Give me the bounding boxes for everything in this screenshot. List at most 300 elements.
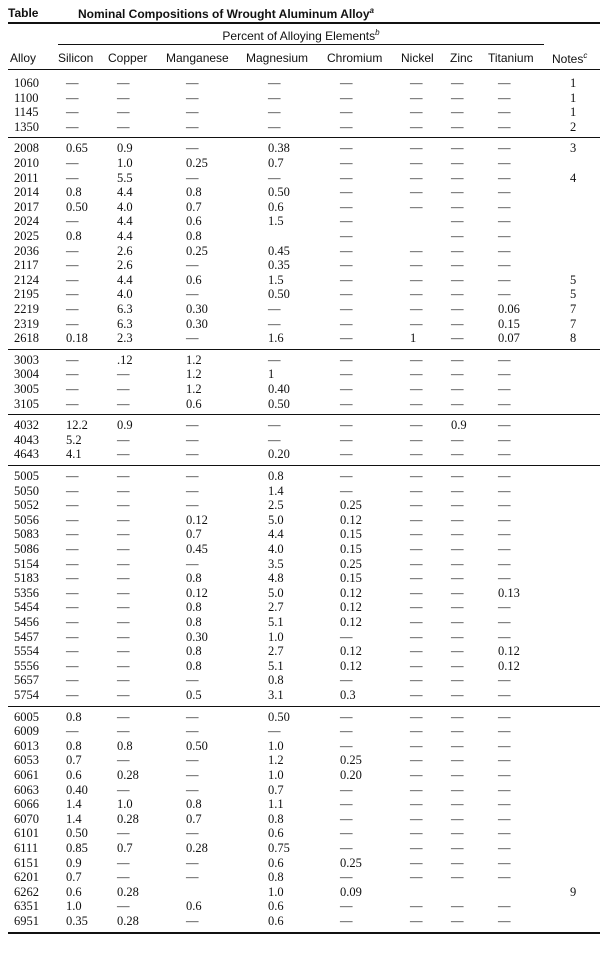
cell-titanium: —	[498, 287, 511, 302]
cell-alloy: 5454	[14, 600, 39, 615]
cell-silicon: 0.50	[66, 199, 88, 214]
cell-chromium: —	[340, 841, 353, 855]
cell-chromium: 0.12	[340, 615, 362, 629]
cell-nickel: —	[410, 709, 423, 724]
cell-alloy: 4032	[14, 418, 39, 433]
cell-alloy: 5052	[14, 498, 39, 513]
column-header-manganese: Manganese	[166, 51, 229, 65]
cell-silicon: —	[66, 658, 79, 673]
table-row	[0, 156, 608, 171]
cell-nickel: —	[410, 826, 423, 841]
cell-nickel: —	[410, 811, 423, 826]
cell-notes: 5	[570, 287, 577, 302]
cell-copper: —	[117, 119, 130, 134]
cell-magnesium: 1.0	[268, 768, 284, 782]
cell-copper: 0.28	[117, 884, 139, 899]
cell-titanium: —	[498, 615, 511, 629]
table-row	[0, 841, 608, 856]
cell-chromium: —	[340, 105, 353, 120]
cell-zinc: —	[451, 199, 464, 214]
cell-alloy: 5154	[14, 556, 39, 571]
cell-zinc: —	[451, 899, 464, 914]
cell-copper: —	[117, 432, 130, 447]
cell-alloy: 3105	[14, 396, 39, 411]
cell-chromium: —	[340, 811, 353, 826]
table-row	[0, 856, 608, 871]
cell-zinc: —	[451, 469, 464, 483]
table-row	[0, 171, 608, 186]
cell-copper: 4.4	[117, 229, 133, 243]
cell-zinc: —	[451, 753, 464, 768]
cell-chromium: —	[340, 914, 353, 928]
cell-alloy: 6053	[14, 753, 39, 768]
column-header-notes-superscript: c	[583, 51, 588, 60]
cell-alloy: 6009	[14, 724, 39, 739]
cell-titanium: —	[498, 76, 511, 90]
cell-nickel: —	[410, 855, 423, 870]
cell-chromium: —	[340, 738, 353, 753]
cell-manganese: 0.50	[186, 738, 208, 753]
table-row	[0, 141, 608, 156]
cell-magnesium: 0.6	[268, 826, 284, 841]
cell-alloy: 6951	[14, 914, 39, 928]
cell-magnesium: 2.7	[268, 644, 284, 659]
cell-silicon: —	[66, 644, 79, 659]
cell-manganese: —	[186, 498, 199, 513]
cell-copper: —	[117, 644, 130, 659]
cell-chromium: —	[340, 352, 353, 367]
cell-zinc: —	[451, 156, 464, 170]
cell-alloy: 1350	[14, 119, 39, 134]
cell-copper: —	[117, 447, 130, 462]
table-row	[0, 914, 608, 929]
cell-zinc: —	[451, 571, 464, 586]
table-row	[0, 812, 608, 827]
cell-magnesium: 0.50	[268, 709, 290, 724]
cell-silicon: 0.8	[66, 185, 82, 200]
cell-chromium: —	[340, 199, 353, 214]
cell-silicon: —	[66, 316, 79, 331]
cell-titanium: —	[498, 914, 511, 928]
cell-nickel: —	[410, 753, 423, 768]
cell-silicon: 0.6	[66, 768, 82, 782]
cell-nickel: —	[410, 527, 423, 542]
cell-chromium: 0.15	[340, 527, 362, 542]
cell-magnesium: 1.5	[268, 214, 284, 229]
cell-chromium: —	[340, 316, 353, 331]
cell-titanium: 0.12	[498, 644, 520, 659]
cell-zinc: —	[451, 170, 464, 185]
cell-titanium: —	[498, 512, 511, 527]
cell-notes: 5	[570, 272, 577, 287]
cell-titanium: —	[498, 899, 511, 914]
cell-chromium: 0.12	[340, 600, 362, 615]
table-row	[0, 586, 608, 601]
cell-titanium: —	[498, 156, 511, 170]
table-row	[0, 826, 608, 841]
cell-magnesium: 3.1	[268, 688, 284, 702]
cell-chromium: —	[340, 382, 353, 396]
cell-chromium: —	[340, 90, 353, 105]
cell-chromium: —	[340, 302, 353, 316]
cell-titanium: —	[498, 673, 511, 688]
cell-titanium: —	[498, 870, 511, 885]
table-row	[0, 185, 608, 200]
table-row	[0, 659, 608, 674]
table-title-text: Nominal Compositions of Wrought Aluminum Alloy	[78, 7, 370, 21]
cell-manganese: 0.8	[186, 658, 202, 673]
cell-chromium: 0.25	[340, 855, 362, 870]
table-row	[0, 542, 608, 557]
cell-silicon: 0.8	[66, 229, 82, 243]
cell-titanium: 0.13	[498, 585, 520, 600]
cell-nickel: —	[410, 447, 423, 462]
cell-magnesium: 2.5	[268, 498, 284, 513]
table-row	[0, 615, 608, 630]
cell-magnesium: 3.5	[268, 556, 284, 571]
cell-zinc: —	[451, 287, 464, 302]
cell-nickel: —	[410, 512, 423, 527]
cell-zinc: —	[451, 527, 464, 542]
cell-titanium: 0.06	[498, 302, 520, 316]
cell-copper: 4.4	[117, 214, 133, 229]
cell-silicon: —	[66, 629, 79, 644]
cell-chromium: 0.25	[340, 556, 362, 571]
cell-titanium: —	[498, 258, 511, 273]
cell-silicon: —	[66, 258, 79, 273]
cell-nickel: —	[410, 914, 423, 928]
cell-copper: 2.6	[117, 258, 133, 273]
table-row	[0, 120, 608, 135]
cell-alloy: 3005	[14, 382, 39, 396]
cell-manganese: 0.30	[186, 316, 208, 331]
cell-notes: 8	[570, 331, 577, 346]
cell-silicon: 0.7	[66, 753, 82, 768]
cell-alloy: 2024	[14, 214, 39, 229]
cell-chromium: 0.12	[340, 644, 362, 659]
cell-alloy: 6005	[14, 709, 39, 724]
cell-nickel: —	[410, 76, 423, 90]
cell-magnesium: 0.6	[268, 855, 284, 870]
cell-chromium: —	[340, 396, 353, 411]
cell-manganese: 0.12	[186, 512, 208, 527]
cell-nickel: —	[410, 498, 423, 513]
cell-silicon: 0.18	[66, 331, 88, 346]
cell-chromium: —	[340, 119, 353, 134]
cell-manganese: —	[186, 709, 199, 724]
cell-alloy: 2036	[14, 243, 39, 258]
cell-zinc: —	[451, 119, 464, 134]
cell-silicon: —	[66, 542, 79, 556]
cell-chromium: 0.20	[340, 768, 362, 782]
cell-magnesium: 1.2	[268, 753, 284, 768]
cell-nickel: —	[410, 768, 423, 782]
cell-zinc: —	[451, 432, 464, 447]
table-row	[0, 498, 608, 513]
cell-silicon: —	[66, 688, 79, 702]
table-row	[0, 258, 608, 273]
cell-nickel: —	[410, 469, 423, 483]
cell-zinc: —	[451, 811, 464, 826]
cell-manganese: 0.7	[186, 527, 202, 542]
cell-magnesium: 0.8	[268, 469, 284, 483]
cell-alloy: 6111	[14, 841, 39, 855]
cell-magnesium: 0.75	[268, 841, 290, 855]
cell-manganese: 1.2	[186, 352, 202, 367]
cell-silicon: 0.9	[66, 855, 82, 870]
cell-zinc: —	[451, 316, 464, 331]
cell-copper: —	[117, 90, 130, 105]
cell-alloy: 2010	[14, 156, 39, 170]
cell-zinc: —	[451, 382, 464, 396]
cell-magnesium: 1.1	[268, 797, 284, 812]
group-heading-superscript: b	[375, 28, 380, 37]
cell-magnesium: 0.6	[268, 199, 284, 214]
cell-silicon: —	[66, 469, 79, 483]
cell-manganese: 0.30	[186, 629, 208, 644]
cell-titanium: —	[498, 600, 511, 615]
cell-zinc: —	[451, 826, 464, 841]
cell-chromium: 0.3	[340, 688, 356, 702]
cell-magnesium: 0.38	[268, 141, 290, 156]
table-row	[0, 302, 608, 317]
cell-copper: 6.3	[117, 302, 133, 316]
column-header-copper: Copper	[108, 51, 148, 65]
cell-chromium: —	[340, 229, 353, 243]
cell-alloy: 5183	[14, 571, 39, 586]
cell-nickel: —	[410, 542, 423, 556]
cell-chromium: —	[340, 629, 353, 644]
column-header-titanium: Titanium	[488, 51, 534, 65]
cell-chromium: 0.25	[340, 498, 362, 513]
column-header-silicon: Silicon	[58, 51, 94, 65]
table-row	[0, 571, 608, 586]
cell-copper: —	[117, 469, 130, 483]
table-row	[0, 76, 608, 91]
cell-silicon: 0.50	[66, 826, 88, 841]
table-row	[0, 673, 608, 688]
table-row	[0, 688, 608, 703]
cell-alloy: 2008	[14, 141, 39, 156]
cell-nickel: —	[410, 899, 423, 914]
cell-alloy: 6061	[14, 768, 39, 782]
cell-manganese: 0.6	[186, 272, 202, 287]
cell-nickel: —	[410, 483, 423, 498]
cell-silicon: —	[66, 214, 79, 229]
cell-chromium: —	[340, 709, 353, 724]
cell-silicon: —	[66, 170, 79, 185]
cell-copper: —	[117, 870, 130, 885]
cell-chromium: —	[340, 724, 353, 739]
cell-silicon: —	[66, 352, 79, 367]
cell-copper: —	[117, 367, 130, 382]
table-row	[0, 91, 608, 106]
cell-alloy: 5083	[14, 527, 39, 542]
group-divider	[8, 137, 600, 138]
cell-copper: 1.0	[117, 797, 133, 812]
cell-magnesium: 5.0	[268, 585, 284, 600]
cell-magnesium: 0.45	[268, 243, 290, 258]
cell-copper: —	[117, 615, 130, 629]
cell-alloy: 1100	[14, 90, 39, 105]
cell-copper: —	[117, 396, 130, 411]
cell-titanium: —	[498, 826, 511, 841]
cell-copper: 4.0	[117, 287, 133, 302]
cell-copper: —	[117, 498, 130, 513]
cell-silicon: 0.8	[66, 709, 82, 724]
cell-manganese: —	[186, 418, 199, 433]
cell-nickel: —	[410, 432, 423, 447]
cell-nickel: —	[410, 418, 423, 433]
cell-alloy: 2117	[14, 258, 39, 273]
table-row	[0, 331, 608, 346]
cell-copper: —	[117, 571, 130, 586]
cell-manganese: —	[186, 287, 199, 302]
cell-zinc: —	[451, 870, 464, 885]
cell-nickel: —	[410, 316, 423, 331]
table-row	[0, 353, 608, 368]
table-row	[0, 244, 608, 259]
cell-titanium: —	[498, 469, 511, 483]
cell-nickel: —	[410, 258, 423, 273]
cell-magnesium: —	[268, 302, 281, 316]
cell-alloy: 2011	[14, 170, 39, 185]
cell-silicon: —	[66, 90, 79, 105]
cell-zinc: —	[451, 498, 464, 513]
cell-alloy: 2618	[14, 331, 39, 346]
cell-nickel: —	[410, 585, 423, 600]
cell-manganese: 0.12	[186, 585, 208, 600]
cell-silicon: 1.4	[66, 797, 82, 812]
cell-copper: 0.28	[117, 914, 139, 928]
table-label: Table	[8, 6, 39, 20]
cell-copper: —	[117, 688, 130, 702]
cell-nickel: —	[410, 571, 423, 586]
cell-silicon: 0.7	[66, 870, 82, 885]
top-rule	[8, 22, 600, 24]
cell-copper: —	[117, 527, 130, 542]
cell-nickel: —	[410, 272, 423, 287]
cell-chromium: 0.09	[340, 884, 362, 899]
group-divider	[8, 349, 600, 350]
cell-manganese: —	[186, 119, 199, 134]
cell-titanium: —	[498, 418, 511, 433]
cell-titanium: —	[498, 768, 511, 782]
cell-silicon: 4.1	[66, 447, 82, 462]
cell-manganese: 0.28	[186, 841, 208, 855]
cell-magnesium: —	[268, 119, 281, 134]
cell-alloy: 5356	[14, 585, 39, 600]
cell-titanium: —	[498, 688, 511, 702]
cell-titanium: —	[498, 352, 511, 367]
cell-manganese: —	[186, 483, 199, 498]
cell-titanium: —	[498, 797, 511, 812]
cell-magnesium: —	[268, 170, 281, 185]
cell-chromium: —	[340, 870, 353, 885]
cell-zinc: —	[451, 447, 464, 462]
cell-manganese: —	[186, 90, 199, 105]
cell-zinc: —	[451, 396, 464, 411]
cell-magnesium: 5.0	[268, 512, 284, 527]
cell-chromium: —	[340, 76, 353, 90]
cell-nickel: —	[410, 797, 423, 812]
cell-alloy: 2124	[14, 272, 39, 287]
table-row	[0, 644, 608, 659]
table-row	[0, 870, 608, 885]
cell-silicon: —	[66, 673, 79, 688]
table-row	[0, 557, 608, 572]
cell-zinc: —	[451, 724, 464, 739]
cell-copper: 4.4	[117, 272, 133, 287]
cell-chromium: —	[340, 797, 353, 812]
cell-chromium: —	[340, 141, 353, 156]
table-row	[0, 753, 608, 768]
cell-zinc: —	[451, 585, 464, 600]
cell-nickel: —	[410, 105, 423, 120]
table-row	[0, 447, 608, 462]
cell-magnesium: 4.4	[268, 527, 284, 542]
bottom-rule	[8, 932, 600, 934]
cell-manganese: 1.2	[186, 382, 202, 396]
cell-chromium: 0.12	[340, 585, 362, 600]
cell-magnesium: 5.1	[268, 658, 284, 673]
cell-zinc: —	[451, 841, 464, 855]
cell-magnesium: 0.50	[268, 185, 290, 200]
table-row	[0, 899, 608, 914]
cell-silicon: 0.65	[66, 141, 88, 156]
cell-silicon: —	[66, 367, 79, 382]
cell-titanium: —	[498, 170, 511, 185]
cell-nickel: —	[410, 185, 423, 200]
table-row	[0, 433, 608, 448]
cell-notes: 1	[570, 105, 577, 120]
table-row	[0, 200, 608, 215]
cell-alloy: 2195	[14, 287, 39, 302]
cell-chromium: —	[340, 156, 353, 170]
cell-manganese: 0.25	[186, 156, 208, 170]
cell-copper: .12	[117, 352, 133, 367]
cell-zinc: —	[451, 512, 464, 527]
cell-chromium: —	[340, 214, 353, 229]
cell-magnesium: 0.8	[268, 870, 284, 885]
cell-titanium: 0.12	[498, 658, 520, 673]
cell-notes: 1	[570, 76, 577, 90]
cell-alloy: 2014	[14, 185, 39, 200]
cell-manganese: —	[186, 855, 199, 870]
cell-copper: —	[117, 512, 130, 527]
cell-magnesium: 4.0	[268, 542, 284, 556]
cell-nickel: —	[410, 658, 423, 673]
cell-nickel: —	[410, 782, 423, 797]
cell-magnesium: 1.4	[268, 483, 284, 498]
table-row	[0, 797, 608, 812]
cell-alloy: 2025	[14, 229, 39, 243]
cell-zinc: —	[451, 556, 464, 571]
cell-chromium: —	[340, 418, 353, 433]
cell-titanium: —	[498, 119, 511, 134]
table-row	[0, 885, 608, 900]
cell-silicon: 0.35	[66, 914, 88, 928]
cell-chromium: —	[340, 447, 353, 462]
cell-manganese: 0.7	[186, 199, 202, 214]
cell-zinc: —	[451, 367, 464, 382]
cell-zinc: —	[451, 331, 464, 346]
cell-zinc: —	[451, 644, 464, 659]
cell-nickel: —	[410, 396, 423, 411]
cell-zinc: —	[451, 709, 464, 724]
cell-manganese: 0.7	[186, 811, 202, 826]
cell-chromium: 0.15	[340, 571, 362, 586]
